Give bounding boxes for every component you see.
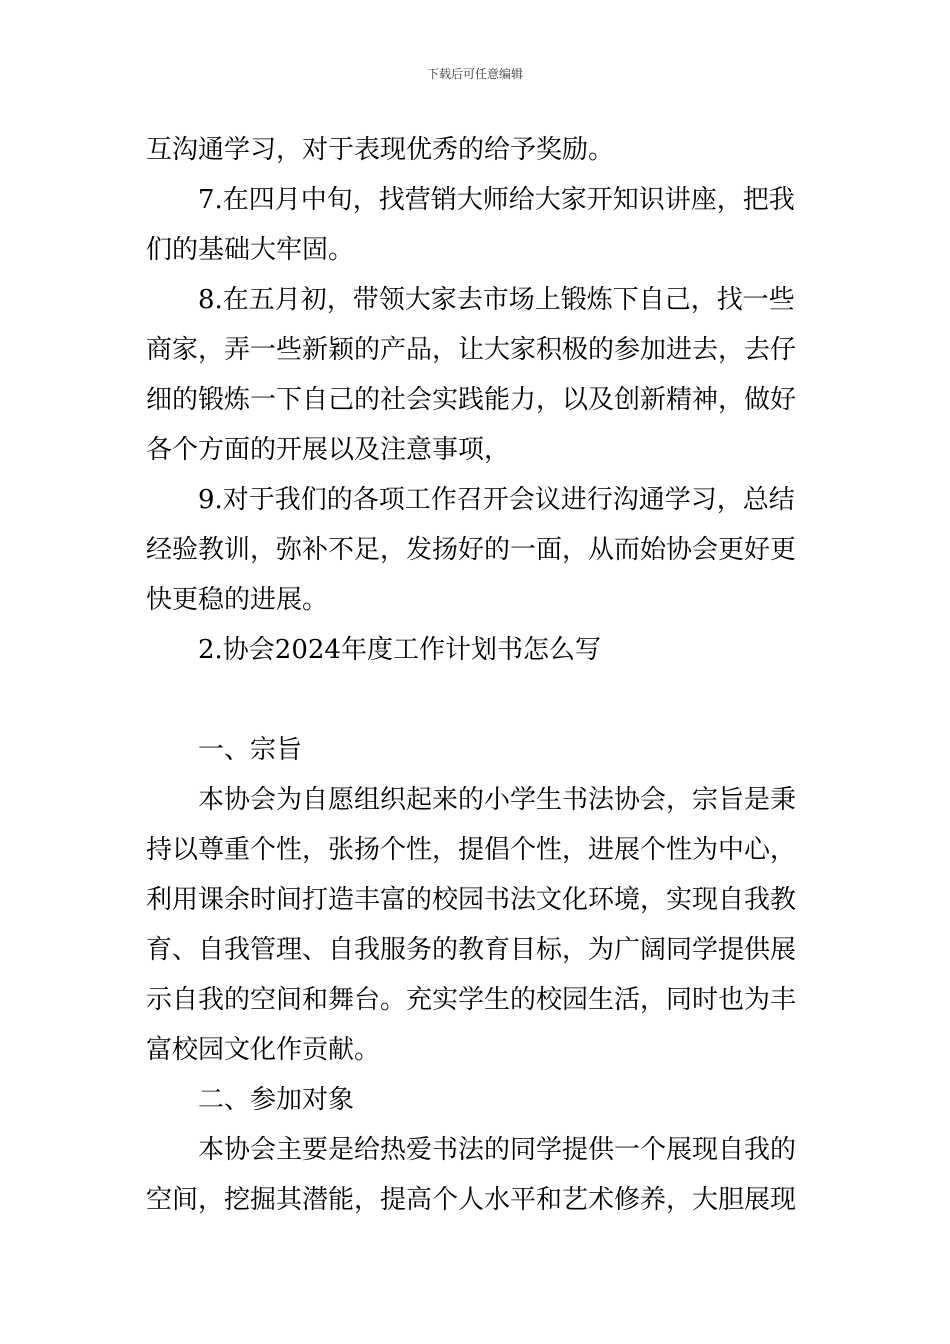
text-line: 快更稳的进展。 xyxy=(146,585,329,615)
paragraph-start: 本协会为自愿组织起来的小学生书法协会，宗旨是秉 xyxy=(198,785,797,815)
text-line: 们的基础大牢固。 xyxy=(146,235,355,265)
heading-purpose: 一、宗旨 xyxy=(198,735,303,765)
list-item-7: 7.在四月中旬，找营销大师给大家开知识讲座，把我 xyxy=(198,185,795,215)
list-item-9: 9.对于我们的各项工作召开会议进行沟通学习，总结 xyxy=(198,485,795,515)
text-line: 空间，挖掘其潜能，提高个人水平和艺术修养，大胆展现 xyxy=(146,1185,797,1215)
text-line: 细的锻炼一下自己的社会实践能力，以及创新精神，做好 xyxy=(146,385,797,415)
page-header: 下载后可任意编辑 xyxy=(426,67,523,81)
text-line: 富校园文化作贡献。 xyxy=(146,1035,381,1065)
text-line: 示自我的空间和舞台。充实学生的校园生活，同时也为丰 xyxy=(146,985,797,1015)
section-title: 2.协会2024年度工作计划书怎么写 xyxy=(198,635,601,665)
text-line: 经验教训，弥补不足，发扬好的一面，从而始协会更好更 xyxy=(146,535,797,565)
text-line: 各个方面的开展以及注意事项， xyxy=(146,435,511,465)
text-line: 利用课余时间打造丰富的校园书法文化环境，实现自我教 xyxy=(146,885,797,915)
text-line: 持以尊重个性，张扬个性，提倡个性，进展个性为中心， xyxy=(146,835,797,865)
text-line: 互沟通学习，对于表现优秀的给予奖励。 xyxy=(146,135,615,165)
blank-line xyxy=(146,675,806,725)
text-line: 育、自我管理、自我服务的教育目标，为广阔同学提供展 xyxy=(146,935,797,965)
document-body xyxy=(146,125,806,1225)
paragraph-start: 本协会主要是给热爱书法的同学提供一个展现自我的 xyxy=(198,1135,797,1165)
heading-participants: 二、参加对象 xyxy=(198,1085,355,1115)
list-item-8: 8.在五月初，带领大家去市场上锻炼下自己，找一些 xyxy=(198,285,795,315)
text-line: 商家，弄一些新颖的产品，让大家积极的参加进去，去仔 xyxy=(146,335,797,365)
